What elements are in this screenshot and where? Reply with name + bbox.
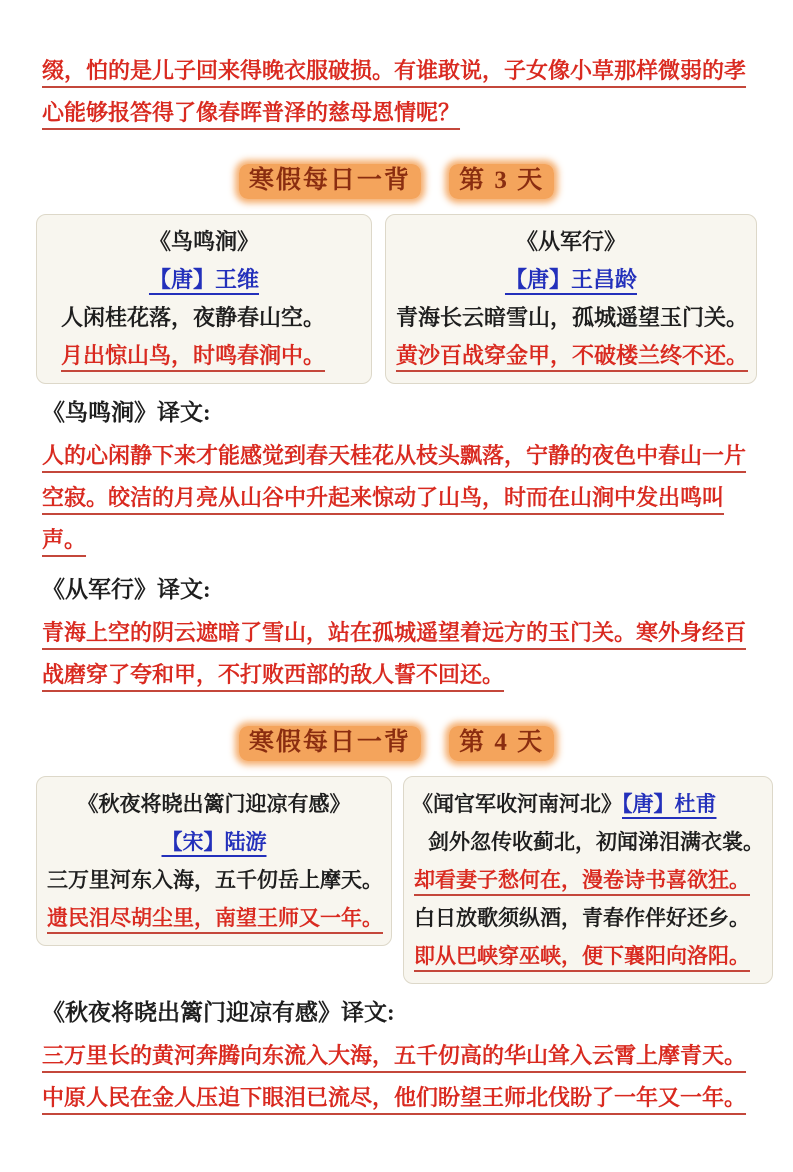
translation-text-congjunxing: 青海上空的阴云遮暗了雪山，站在孤城遥望着远方的玉门关。寒外身经百战磨穿了夸和甲，不打败西部的敌人誓不回还。 [42,620,747,687]
day3-header-title: 寒假每日一背 [239,164,421,199]
poem-title: 《闻官军收河南河北》 [412,792,622,816]
poem-verse-highlighted: 遗民泪尽胡尘里，南望王师又一年。 [47,906,383,930]
poem-verse-highlighted: 却看妻子愁何在，漫卷诗书喜欲狂。 [414,868,750,892]
poem-verse: 三万里河东入海，五千仞岳上摩天。 [47,868,383,892]
poem-card-wenguanjun [403,776,773,984]
day4-header-title: 寒假每日一背 [239,726,421,761]
poem-verse: 白日放歌须纵酒，青春作伴好还乡。 [414,906,750,930]
translation-text-qiuye: 三万里长的黄河奔腾向东流入大海，五千仞高的华山耸入云霄上摩青天。中原人民在金人压迫下眼泪已流尽，他们盼望王师北伐盼了一年又一年。 [42,1043,747,1110]
day4-poem-row [36,776,764,984]
poem-title: 《秋夜将晓出篱门迎凉有感》 [77,792,351,816]
poem-verse-highlighted: 黄沙百战穿金甲，不破楼兰终不还。 [395,343,748,368]
day3-header-day-badge: 第 3 天 [449,164,554,199]
poem-author: 【宋】陆游 [161,830,267,854]
poem-author: 【唐】王维 [148,267,259,292]
poem-title: 《从军行》 [515,229,626,254]
poem-author: 【唐】王昌龄 [504,267,637,292]
day4-header-day-badge: 第 4 天 [449,726,554,761]
worksheet-page [0,50,793,1172]
intro-translation-paragraph: 缀，怕的是儿子回来得晚衣服破损。有谁敢说，子女像小草那样微弱的孝心能够报答得了像春晖普泽的慈母恩情呢？ [42,58,747,125]
poem-title: 《鸟鸣涧》 [148,229,259,254]
poem-card-niaomingjian [36,214,372,384]
poem-verse: 人闲桂花落，夜静春山空。 [61,305,326,330]
poem-author: 【唐】杜甫 [622,792,717,816]
day3-header [36,160,757,196]
poem-verse: 剑外忽传收蓟北，初闻涕泪满衣裳。 [428,830,764,854]
translation-label-congjunxing: 《从军行》译文: [42,577,211,602]
translation-text-niaomingjian: 人的心闲静下来才能感觉到春天桂花从枝头飘落，宁静的夜色中春山一片空寂。皎洁的月亮从山谷中升起来惊动了山鸟，时而在山涧中发出鸣叫声。 [42,443,747,552]
poem-card-qiuye [36,776,392,946]
poem-card-congjunxing [385,214,757,384]
translation-label-niaomingjian: 《鸟鸣涧》译文: [42,400,211,425]
poem-verse: 青海长云暗雪山，孤城遥望玉门关。 [395,305,748,330]
poem-title-line [412,785,764,823]
poem-verse-highlighted: 即从巴峡穿巫峡，便下襄阳向洛阳。 [414,944,750,968]
day4-header [36,722,757,758]
day3-poem-row [36,214,757,384]
translation-label-qiuye: 《秋夜将晓出篱门迎凉有感》译文: [42,1000,395,1025]
poem-verse-highlighted: 月出惊山鸟，时鸣春涧中。 [61,343,326,368]
